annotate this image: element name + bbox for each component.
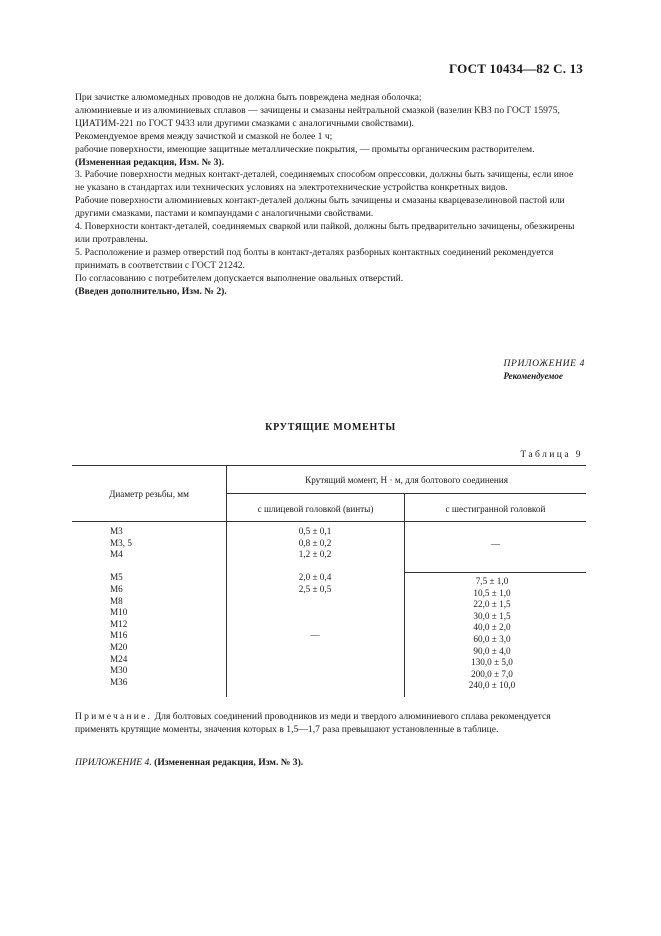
header-slotted: с шлицевой головкой (винты) bbox=[257, 504, 374, 514]
slotted-cell: 0,8 ± 0,2 bbox=[298, 537, 332, 548]
header-diameter: Диаметр резьбы, мм bbox=[109, 489, 189, 499]
table-hex-rule bbox=[404, 572, 586, 573]
paragraph: (Введен дополнительно, Изм. № 2). bbox=[75, 285, 227, 297]
header-hex: с шестигранной головкой bbox=[445, 504, 546, 514]
hex-cell: 40,0 ± 2,0 bbox=[473, 622, 511, 633]
diameter-cell: М36 bbox=[110, 676, 128, 687]
diameter-cell: М4 bbox=[110, 549, 123, 560]
diameter-cell: М24 bbox=[110, 653, 128, 664]
table-top-rule bbox=[72, 465, 586, 466]
slotted-cell bbox=[272, 561, 358, 573]
diameter-cell bbox=[110, 561, 166, 573]
appendix-title: ПРИЛОЖЕНИЕ 4 bbox=[503, 358, 585, 369]
hex-cell: 200,0 ± 7,0 bbox=[471, 668, 513, 679]
paragraph: 3. Рабочие поверхности медных контакт-деталей, соединяемых способом опрессовки, должны быть зачищены, если иное не указано в стандартах или технических условиях на электротехнические устройства конкретных видов. bbox=[75, 169, 574, 194]
hex-cell: 90,0 ± 4,0 bbox=[473, 645, 511, 656]
hex-cell: 10,5 ± 1,0 bbox=[473, 587, 511, 598]
page-header: ГОСТ 10434—82 С. 13 bbox=[449, 61, 583, 76]
paragraph: рабочие поверхности, имеющие защитные металлические покрытия, — промыты органическим растворителем. bbox=[75, 143, 535, 155]
hex-column bbox=[442, 576, 542, 692]
hex-cell: 60,0 ± 3,0 bbox=[473, 633, 511, 644]
slotted-cell: 0,5 ± 0,1 bbox=[298, 526, 332, 536]
footer-appendix: ПРИЛОЖЕНИЕ 4. bbox=[75, 757, 152, 768]
diameter-cell: М12 bbox=[110, 618, 128, 629]
diameter-cell: М16 bbox=[110, 630, 128, 641]
paragraph: При зачистке алюмомедных проводов не должна быть повреждена медная оболочка; bbox=[75, 92, 422, 103]
diameter-cell: М3, 5 bbox=[110, 537, 132, 548]
paragraph: 5. Расположение и размер отверстий под болты в контакт-деталях разборных контактных соединений рекомендуется принимать в соответствии с ГОСТ 21242. bbox=[75, 246, 554, 271]
slotted-cell: 1,2 ± 0,2 bbox=[298, 549, 332, 560]
table-group-rule bbox=[226, 493, 586, 494]
hex-dash: — bbox=[490, 539, 501, 549]
slotted-cell bbox=[272, 596, 358, 608]
slotted-column bbox=[272, 526, 358, 642]
note-text: Для болтовых соединений проводников из меди и твердого алюминиевого сплава рекомендуется применять крутящие моменты, значения которых в 1,5—1,7 раза превышают установленные в таблице. bbox=[75, 711, 551, 735]
paragraph: По согласованию с потребителем допускается выполнение овальных отверстий. bbox=[75, 272, 404, 284]
appendix-status: Рекомендуемое bbox=[503, 371, 563, 381]
footer-revision: (Измененная редакция, Изм. № 3). bbox=[151, 757, 304, 768]
note-lead: Примечание. bbox=[75, 711, 153, 722]
hex-cell: 30,0 ± 1,5 bbox=[473, 610, 511, 621]
table-vrule-1 bbox=[226, 465, 227, 697]
diameter-cell: М6 bbox=[110, 583, 123, 594]
diameter-cell: М5 bbox=[110, 572, 123, 583]
diameter-cell: М3 bbox=[110, 526, 123, 536]
slotted-cell: — bbox=[310, 630, 320, 641]
slotted-cell: 2,5 ± 0,5 bbox=[298, 583, 332, 594]
diameter-cell: М20 bbox=[110, 641, 128, 652]
slotted-cell bbox=[272, 607, 358, 619]
slotted-cell bbox=[272, 619, 358, 631]
paragraph: алюминиевые и из алюминиевых сплавов — зачищены и смазаны нейтральной смазкой (вазелин КВЗ по ГОСТ 15975, ЦИАТИМ-221 по ГОСТ 9433 или другими смазками с аналогичными свойствами). bbox=[75, 104, 560, 129]
hex-cell: 240,0 ± 10,0 bbox=[468, 680, 516, 691]
slotted-cell: 2,0 ± 0,4 bbox=[298, 572, 332, 583]
diameter-cell: М10 bbox=[110, 607, 128, 618]
table-label: Таблица 9 bbox=[520, 449, 583, 460]
paragraph: Рабочие поверхности алюминиевых контакт-деталей должны быть зачищены и смазаны кварцевазелиновой пастой или другими смазками, пастами и компаундами с аналогичными свойствами. bbox=[75, 195, 565, 220]
footer-note bbox=[75, 757, 303, 768]
paragraph: (Измененная редакция, Изм. № 3). bbox=[75, 156, 225, 168]
table-vrule-2 bbox=[404, 493, 405, 697]
body-text bbox=[75, 92, 581, 299]
paragraph: 4. Поверхности контакт-деталей, соединяемых сваркой или пайкой, должны быть предварительно зачищены, обезжирены или протравлены. bbox=[75, 221, 575, 245]
table-header-rule bbox=[72, 521, 586, 522]
section-title: КРУТЯЩИЕ МОМЕНТЫ bbox=[265, 422, 396, 433]
diameter-cell: М30 bbox=[110, 665, 128, 676]
hex-cell: 7,5 ± 1,0 bbox=[475, 576, 509, 586]
torque-table bbox=[72, 465, 586, 697]
hex-cell: 130,0 ± 5,0 bbox=[471, 657, 513, 668]
table-note bbox=[75, 711, 581, 737]
paragraph: Рекомендуемое время между зачисткой и смазкой не более 1 ч; bbox=[75, 130, 333, 142]
hex-cell: 22,0 ± 1,5 bbox=[473, 599, 511, 610]
appendix-label bbox=[503, 357, 585, 383]
header-torque-group: Крутящий момент, Н · м, для болтового соединения bbox=[305, 475, 508, 485]
diameter-cell: М8 bbox=[110, 595, 123, 606]
diameter-column bbox=[110, 526, 166, 688]
